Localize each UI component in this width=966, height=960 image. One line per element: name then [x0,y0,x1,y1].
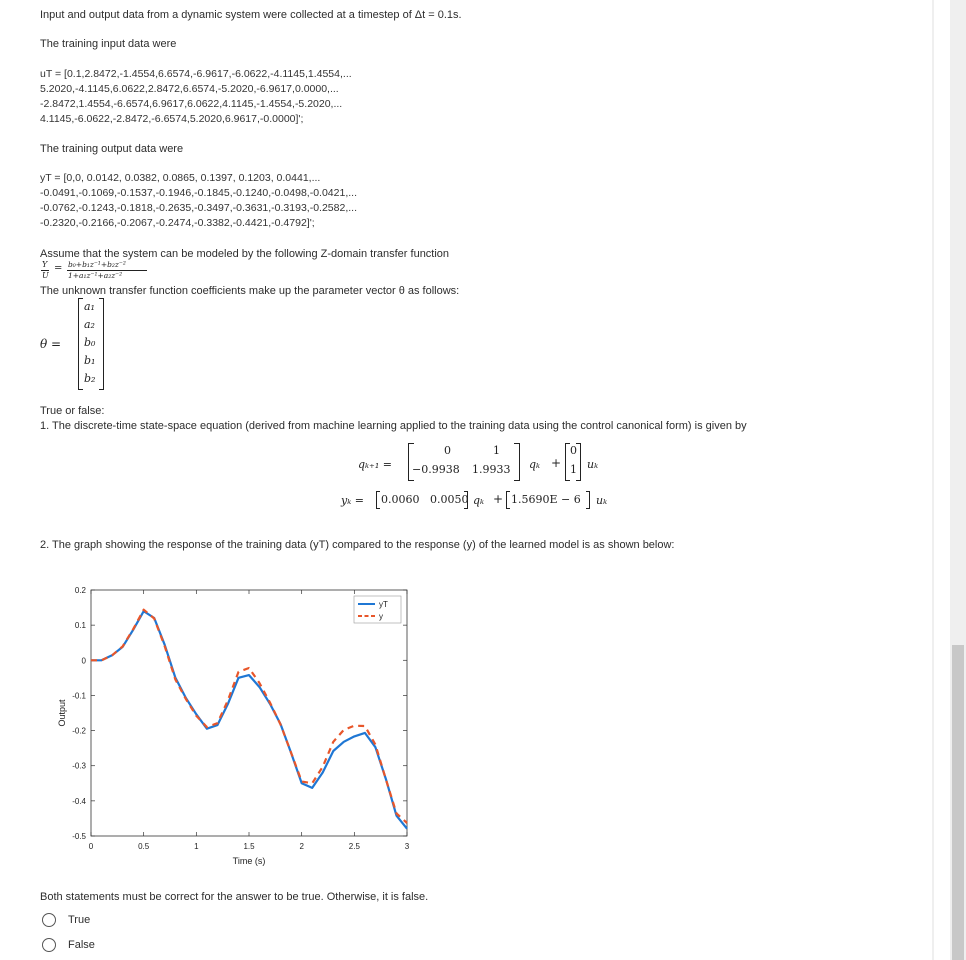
input-data-line: 5.2020,-4.1145,6.0622,2.8472,6.6574,-5.2020,-6.9617,0.0000,... [40,83,339,95]
a-matrix-entry: 0 [444,444,451,457]
left-bracket [78,298,83,390]
response-chart [50,580,420,870]
d-matrix [506,491,590,509]
theta-label: θ = [40,337,62,351]
theta-vector [78,298,104,390]
x-tick-label: 3 [404,842,410,851]
legend-box [354,596,401,623]
x-tick-label: 2.5 [348,842,360,851]
input-heading: The training input data were [40,38,177,50]
a-matrix [408,443,520,481]
c-matrix-entries: 0.0060 0.0050 [381,493,469,506]
y-tick-label: 0.2 [74,586,86,595]
b-matrix-entry: 0 [570,444,577,457]
tf-lhs-denominator: U [42,271,49,280]
state-eq-lhs: qₖ₊₁ = [358,458,392,471]
d-matrix-entry: 1.5690E − 6 [511,493,581,506]
option-true[interactable] [40,912,160,930]
output-data-line: yT = [0,0, 0.0142, 0.0382, 0.0865, 0.1397, 0.1203, 0.0441,... [40,172,321,184]
right-bracket [586,491,590,509]
b-matrix [565,443,581,481]
legend-label-y: y [379,612,383,621]
y-tick-label: -0.3 [72,761,86,771]
footer-note: Both statements must be correct for the answer to be true. Otherwise, it is false. [40,891,429,903]
output-data-line: -0.2320,-0.2166,-0.2067,-0.2474,-0.3382,-0.4421,-0.4792]'; [40,217,315,229]
c-matrix [376,491,468,509]
true-false-heading: True or false: [40,405,105,417]
statement-2: 2. The graph showing the response of the training data (yT) compared to the response (y) of the learned model is as shown below: [40,539,675,551]
output-heading: The training output data were [40,143,184,155]
x-tick-label: 0 [88,842,94,851]
legend-label-yT: yT [379,600,388,609]
y-tick-label: -0.2 [72,726,86,736]
output-eq-q: qₖ [473,494,485,507]
assume-text: Assume that the system can be modeled by the following Z-domain transfer function [40,248,450,260]
radio-false[interactable] [42,938,56,952]
output-eq-plus: + [493,492,504,506]
right-bracket [514,443,520,481]
input-data-line: 4.1145,-6.0622,-2.8472,-6.6574,5.2020,6.9617,-0.0000]'; [40,113,304,125]
scrollbar-gutter [934,0,950,960]
theta-entry: a₁ [84,300,95,313]
radio-true[interactable] [42,913,56,927]
output-eq-u: uₖ [596,494,608,507]
x-tick-label: 2 [299,842,304,851]
b-matrix-entry: 1 [570,463,577,476]
y-tick-label: 0.1 [74,621,86,631]
state-eq-plus: + [551,456,562,470]
theta-entry: a₂ [84,318,95,331]
tf-numerator: b₀+b₁z⁻¹+b₂z⁻² [68,260,126,269]
tf-denominator: 1+a₁z⁻¹+a₂z⁻² [68,271,123,280]
param-text: The unknown transfer function coefficients make up the parameter vector θ as follows: [40,285,460,297]
scrollbar-thumb[interactable] [952,645,964,960]
y-tick-label: 0 [81,656,86,666]
theta-entry: b₀ [84,336,96,349]
state-eq-u: uₖ [587,458,599,471]
option-false-label: False [68,939,95,951]
output-data-line: -0.0762,-0.1243,-0.1818,-0.2635,-0.3497,-0.3631,-0.3193,-0.2582,... [40,202,357,214]
plot-area [91,590,407,836]
option-true-label: True [68,914,91,926]
y-tick-label: -0.4 [72,796,86,806]
x-tick-label: 1.5 [243,842,255,851]
y-tick-label: -0.5 [72,832,86,841]
right-bracket [99,298,104,390]
input-data-line: uT = [0.1,2.8472,-1.4554,6.6574,-6.9617,-6.0622,-4.1145,1.4554,... [40,68,352,80]
left-bracket [376,491,380,509]
x-tick-label: 1 [194,842,199,851]
theta-entry: b₂ [84,372,96,385]
state-equation [330,438,630,516]
state-eq-q: qₖ [529,458,541,471]
statement-1: 1. The discrete-time state-space equation (derived from machine learning applied to the training data using the control canonical form) is given by [40,420,747,432]
x-tick-label: 0.5 [138,842,150,851]
tf-lhs-numerator: Y [42,260,48,269]
x-axis-label: Time (s) [232,856,266,866]
y-tick-label: -0.1 [72,691,86,701]
transfer-function [40,260,160,284]
y-axis-label: Output [57,699,67,727]
theta-entry: b₁ [84,354,96,367]
a-matrix-entry: 1 [493,444,500,457]
output-eq-lhs: yₖ = [341,494,364,507]
output-data-line: -0.0491,-0.1069,-0.1537,-0.1946,-0.1845,-0.1240,-0.0498,-0.0421,... [40,187,357,199]
left-bracket [506,491,510,509]
legend [354,596,401,623]
a-matrix-entry: 1.9933 [472,463,511,476]
input-data-line: -2.8472,1.4554,-6.6574,6.9617,6.0622,4.1145,-1.4554,-5.2020,... [40,98,343,110]
intro-text: Input and output data from a dynamic system were collected at a timestep of Δt = 0.1s. [40,9,462,21]
option-false[interactable] [40,937,160,955]
tf-equals: = [54,263,63,274]
a-matrix-entry: −0.9938 [412,463,460,476]
